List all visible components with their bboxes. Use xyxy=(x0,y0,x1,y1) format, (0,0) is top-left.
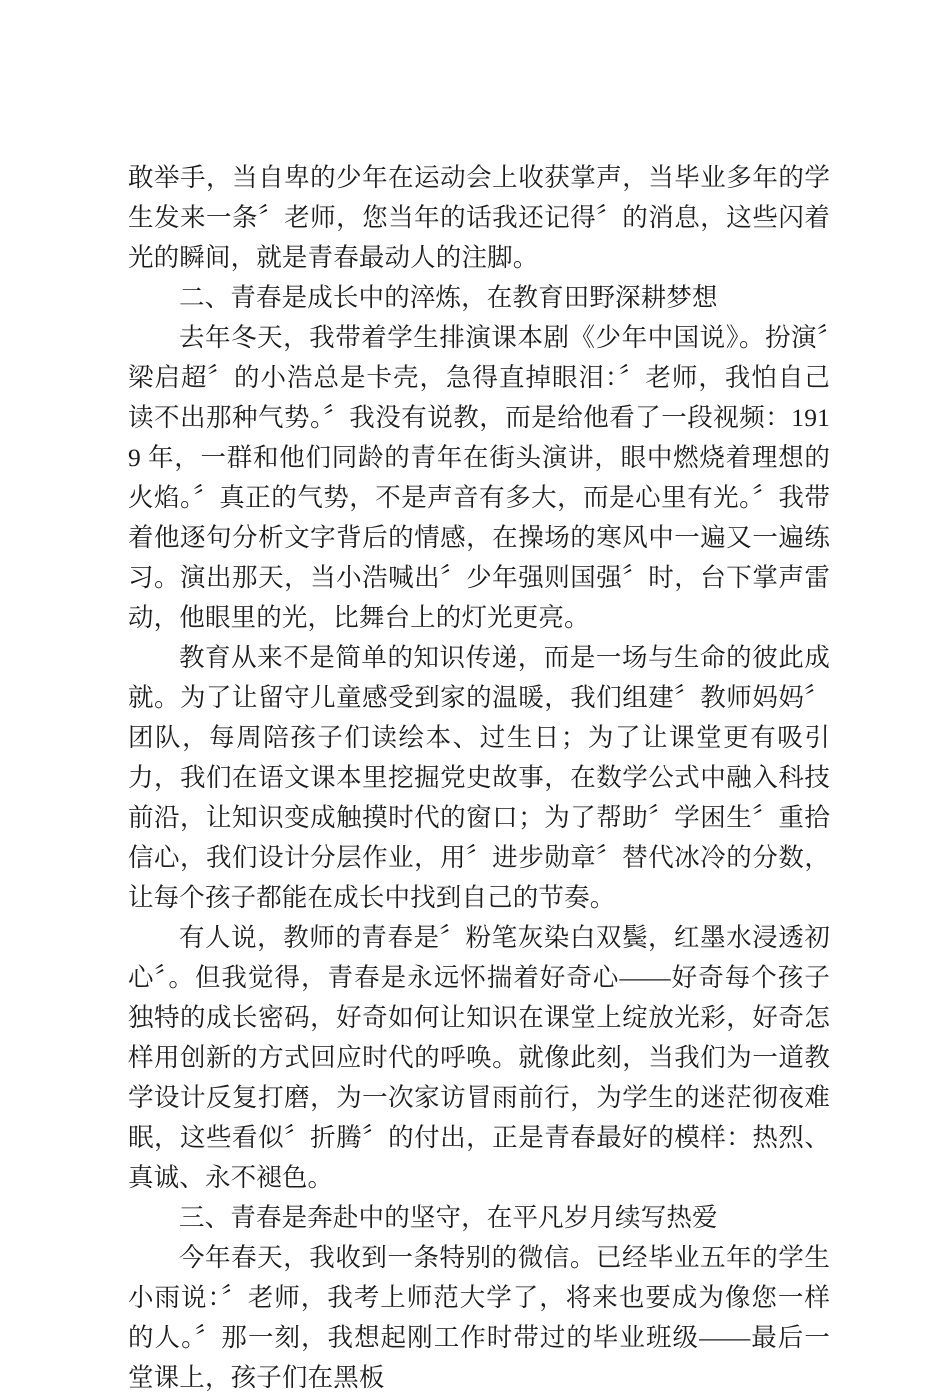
section-heading-two: 二、青春是成长中的淬炼，在教育田野深耕梦想 xyxy=(179,283,718,312)
paragraph-body-1: 去年冬天，我带着学生排演课本剧《少年中国说》。扮演〞梁启超〞的小浩总是卡壳，急得直掉眼泪：〞老师，我怕自己读不出那种气势。〞我没有说教，而是给他看了一段视频：1919 年，一群和他们同龄的青年在街头演讲，眼中燃烧着理想的火焰。〞真正的气势，不是声音有多大，而是心里有光。〞我带着他逐句分析文字背后的情感，在操场的寒风中一遍又一遍练习。演出那天，当小浩喊出〞少年强则国强〞时，台下掌声雷动，他眼里的光，比舞台上的灯光更亮。 xyxy=(128,323,830,632)
paragraph-body-4: 今年春天，我收到一条特别的微信。已经毕业五年的学生小雨说：〞老师，我考上师范大学了，将来也要成为像您一样的人。〞那一刻，我想起刚工作时带过的毕业班级——最后一堂课上，孩子们在黑板 xyxy=(128,1243,830,1392)
paragraph-body-3: 有人说，教师的青春是〞粉笔灰染白双鬓，红墨水浸透初心〞。但我觉得，青春是永远怀揣着好奇心——好奇每个孩子独特的成长密码，好奇如何让知识在课堂上绽放光彩，好奇怎样用创新的方式回应时代的呼唤。就像此刻，当我们为一道教学设计反复打磨，为一次家访冒雨前行，为学生的迷茫彻夜难眠，这些看似〞折腾〞的付出，正是青春最好的模样：热烈、真诚、永不褪色。 xyxy=(128,923,830,1192)
section-heading-three: 三、青春是奔赴中的坚守，在平凡岁月续写热爱 xyxy=(179,1203,718,1232)
paragraph-body-2: 教育从来不是简单的知识传递，而是一场与生命的彼此成就。为了让留守儿童感受到家的温暖，我们组建〞教师妈妈〞团队，每周陪孩子们读绘本、过生日；为了让课堂更有吸引力，我们在语文课本里挖掘党史故事，在数学公式中融入科技前沿，让知识变成触摸时代的窗口；为了帮助〞学困生〞重拾信心，我们设计分层作业，用〞进步勋章〞替代冰冷的分数，让每个孩子都能在成长中找到自己的节奏。 xyxy=(128,643,830,912)
document-text-column xyxy=(128,158,830,1398)
paragraph-continuation: 敢举手，当自卑的少年在运动会上收获掌声，当毕业多年的学生发来一条〞老师，您当年的话我还记得〞的消息，这些闪着光的瞬间，就是青春最动人的注脚。 xyxy=(128,163,830,272)
